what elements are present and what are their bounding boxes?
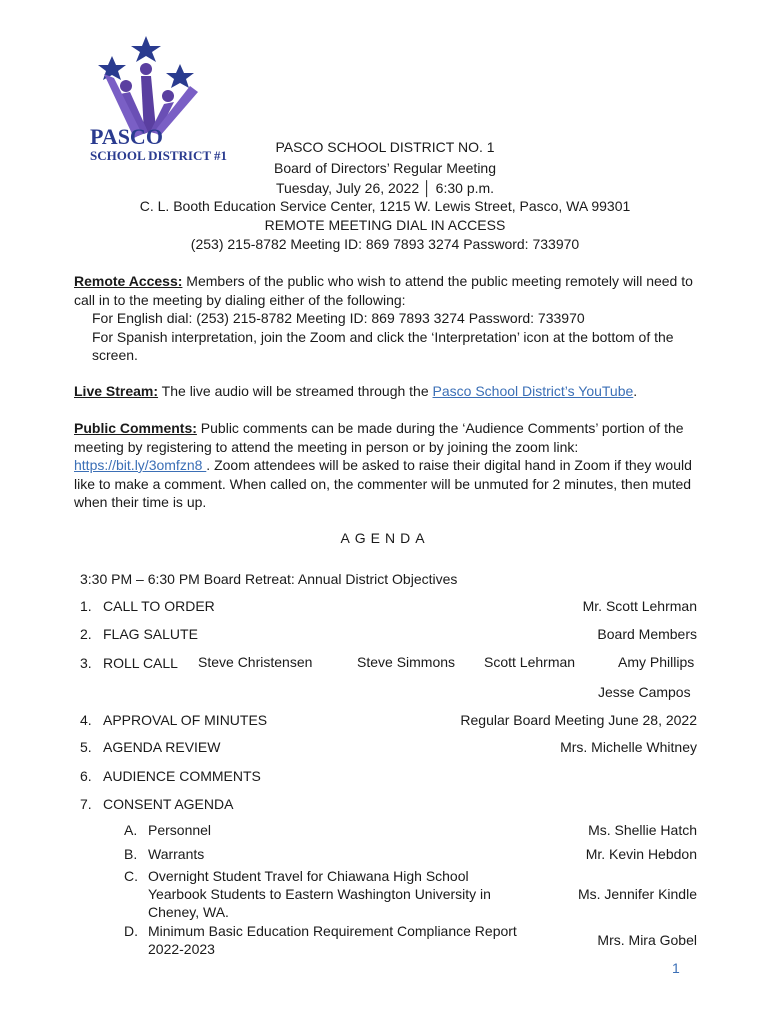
item-number: 6. [80,768,92,784]
roll-call-member: Amy Phillips [618,654,695,670]
meeting-location: C. L. Booth Education Service Center, 1215 W. Lewis Street, Pasco, WA 99301 [139,198,631,214]
roll-call-member: Scott Lehrman [484,654,576,670]
consent-text: Overnight Student Travel for Chiawana High School Yearbook Students to Eastern Washington University in Cheney, WA. [148,868,491,920]
item-number: 3. [80,655,92,671]
consent-letter: B. [124,846,138,862]
item-presenter: Regular Board Meeting June 28, 2022 [460,712,697,728]
item-text: APPROVAL OF MINUTES [103,712,268,728]
item-text: FLAG SALUTE [103,626,198,642]
item-presenter: Mrs. Michelle Whitney [560,739,697,755]
item-presenter: Mr. Scott Lehrman [582,598,697,614]
consent-presenter: Mrs. Mira Gobel [597,932,697,948]
youtube-link[interactable]: Pasco School District’s YouTube [432,383,634,399]
item-number: 5. [80,739,92,755]
item-text: AGENDA REVIEW [103,739,221,755]
consent-letter: A. [124,822,138,838]
consent-text: Personnel [148,822,212,838]
public-comments-text2: . Zoom attendees will be asked to raise their digital hand in Zoom if they would like to make a comment. When called on, the commenter will be unmuted for 2 minutes, then muted when their time is up. [74,457,692,510]
board-retreat [80,570,697,588]
consent-presenter: Ms. Jennifer Kindle [577,886,697,902]
district-name: PASCO SCHOOL DISTRICT NO. 1 [275,139,495,155]
meeting-date: Tuesday, July 26, 2022 │ 6:30 p.m. [275,180,495,196]
consent-letter: C. [124,868,138,884]
live-stream-end: . [633,383,638,399]
consent-presenter: Ms. Shellie Hatch [588,822,697,838]
remote-heading: REMOTE MEETING DIAL IN ACCESS [264,217,506,233]
remote-access-label: Remote Access: [74,273,183,289]
public-comments-label: Public Comments: [74,420,197,436]
live-stream-section [74,382,702,401]
public-comments-text1: Public comments can be made during the ‘Audience Comments’ portion of the meeting by registering to attend the meeting in person or by joining the zoom link: [74,420,684,455]
logo-line2: SCHOOL DISTRICT #1 [90,148,228,163]
roll-call-member: Jesse Campos [598,684,691,700]
consent-letter: D. [124,923,138,939]
meeting-title: Board of Directors’ Regular Meeting [273,160,497,176]
remote-access-section [74,272,702,365]
live-stream-label: Live Stream: [74,383,159,399]
item-number: 2. [80,626,92,642]
agenda-title: AGENDA [340,530,430,546]
english-dial: For English dial: (253) 215-8782 Meeting ID: 869 7893 3274 Password: 733970 [92,310,585,326]
consent-presenter: Mr. Kevin Hebdon [585,846,697,862]
board-retreat-text: 3:30 PM – 6:30 PM Board Retreat: Annual District Objectives [80,571,458,587]
consent-text: Minimum Basic Education Requirement Compliance Report 2022-2023 [148,923,517,957]
item-number: 1. [80,598,92,614]
item-number: 7. [80,796,92,812]
logo-line1: PASCO [90,124,163,149]
page-number: 1 [672,960,680,976]
item-text: CALL TO ORDER [103,598,215,614]
spanish-interpretation: For Spanish interpretation, join the Zoom and click the ‘Interpretation’ icon at the bottom of the screen. [92,328,674,363]
zoom-link[interactable]: https://bit.ly/3omfzn8 [74,457,207,473]
live-stream-text: The live audio will be streamed through the [158,383,433,399]
item-number: 4. [80,712,92,728]
item-text: AUDIENCE COMMENTS [103,768,261,784]
consent-text: Warrants [148,846,205,862]
item-presenter: Board Members [597,626,697,642]
roll-call-member: Steve Simmons [357,654,456,670]
dial-in-info: (253) 215-8782 Meeting ID: 869 7893 3274 Password: 733970 [190,236,580,252]
item-text: ROLL CALL [103,655,178,671]
item-text: CONSENT AGENDA [103,796,234,812]
public-comments-section [74,419,702,512]
roll-call-member: Steve Christensen [198,654,313,670]
remote-access-text: Members of the public who wish to attend the public meeting remotely will need to call in to the meeting by dialing either of the following: [74,273,693,308]
